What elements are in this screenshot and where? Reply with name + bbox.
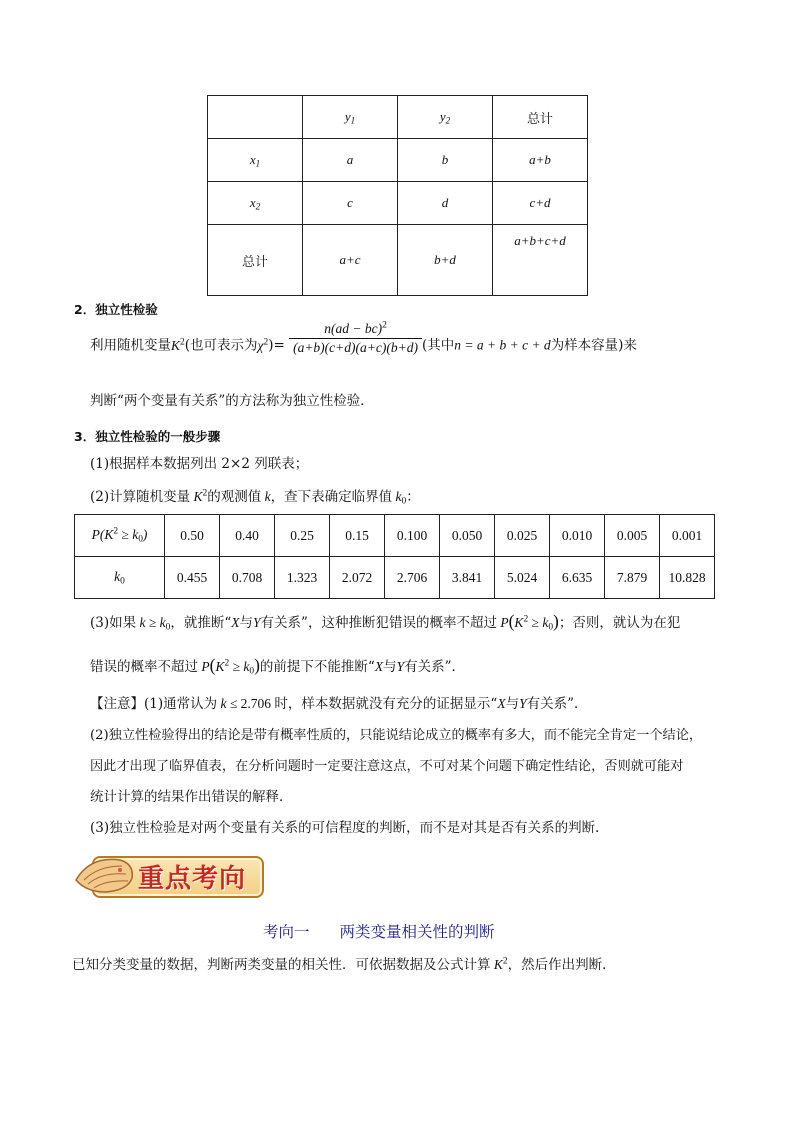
- seashell-icon: [72, 850, 142, 898]
- table-cell: $P(K^2 \ge k_0)$: [75, 515, 165, 557]
- chi-square-fraction: $\frac{n(ad - bc)^2}{(a+b)(c+d)(a+c)(b+d)}$: [289, 322, 422, 354]
- paragraph: 已知分类变量的数据，判断两类变量的相关性．可依据数据及公式计算 $K^2$，然后作出判断．: [72, 956, 616, 973]
- table-cell: 7.879: [605, 557, 660, 599]
- table-row: [208, 182, 588, 225]
- text: 与: [383, 659, 397, 675]
- formula-paragraph: 利用随机变量$K^2$(也可表示为$\chi^2)=$ $\frac{n(ad - bc)^2}{(a+b)(c+d)(a+c)(b+d)}$ (其中n = a + b + c + d为样本容量)来: [90, 320, 637, 355]
- text: 的前提下不能推断“: [259, 659, 375, 675]
- table-cell: 10.828: [660, 557, 715, 599]
- table-cell: $y_1$: [303, 96, 398, 139]
- text: )=: [268, 337, 285, 354]
- paragraph: 判断“两个变量有关系”的方法称为独立性检验．: [90, 393, 374, 409]
- text: 已知分类变量的数据，判断两类变量的相关性．可依据数据及公式计算: [72, 957, 491, 973]
- section-title: [263, 920, 495, 942]
- math-text: n = a + b + c + d: [454, 337, 551, 353]
- step-3-line-2: 错误的概率不超过 $P(K^2 \ge k_0)$的前提下不能推断“X与Y有关系”．: [90, 655, 465, 677]
- section-title-label: 考向一: [263, 923, 310, 941]
- text: (1)根据样本数据列出: [90, 456, 218, 472]
- text: 【注意】(1)通常认为: [90, 696, 218, 712]
- text: 有关系”．: [404, 659, 465, 675]
- table-cell: 2.706: [385, 557, 440, 599]
- text: ，然后作出判断．: [507, 957, 616, 973]
- text: 时，样本数据就没有充分的证据显示“: [274, 696, 498, 712]
- table-cell: a+b: [493, 139, 588, 182]
- note-3: (3)独立性检验是对两个变量有关系的可信程度的判断，而不是对其是否有关系的判断．: [90, 820, 609, 836]
- table-cell: [208, 96, 303, 139]
- key-points-banner: [72, 850, 262, 898]
- table-cell: c: [303, 182, 398, 225]
- text: (也可表示为: [184, 337, 258, 354]
- table-cell: 0.50: [165, 515, 220, 557]
- table-cell: 总计: [208, 225, 303, 296]
- fraction-denominator: (a+b)(c+d)(a+c)(b+d): [293, 339, 418, 355]
- table-cell: b+d: [398, 225, 493, 296]
- table-cell: 0.15: [330, 515, 385, 557]
- table-cell: a+c: [303, 225, 398, 296]
- table-cell: 0.25: [275, 515, 330, 557]
- table-row: [208, 96, 588, 139]
- table-cell: $y_2$: [398, 96, 493, 139]
- table-cell: 0.708: [220, 557, 275, 599]
- table-cell: 0.40: [220, 515, 275, 557]
- table-cell: 2.072: [330, 557, 385, 599]
- table-cell: 5.024: [495, 557, 550, 599]
- step-2: (2)计算随机变量 $K^2$的观测值 k，查下表确定临界值 $k_0$：: [90, 488, 420, 507]
- note-2-line-1: (2)独立性检验得出的结论是带有概率性质的，只能说结论成立的概率有多大，而不能完全肯定一个结论，: [90, 728, 703, 743]
- table-row: [208, 225, 588, 296]
- table-cell: 0.455: [165, 557, 220, 599]
- step-3-line-1: (3)如果 $k \ge k_0$，就推断“X与Y有关系”，这种推断犯错误的概率不超过 $P(K^2 \ge k_0)$；否则，就认为在犯: [90, 611, 681, 633]
- critical-value-table: [74, 514, 715, 599]
- text: (其中: [421, 337, 455, 354]
- text: (2)计算随机变量: [90, 489, 191, 505]
- section-heading: 3．独立性检验的一般步骤: [74, 429, 221, 444]
- text: ，查下表确定临界值: [270, 489, 393, 505]
- text: 列联表；: [254, 456, 309, 472]
- table-row: [208, 139, 588, 182]
- table-cell: 0.001: [660, 515, 715, 557]
- text: 为样本容量)来: [550, 337, 637, 354]
- text: ：: [406, 489, 420, 505]
- table-cell: $x_1$: [208, 139, 303, 182]
- table-cell: 0.025: [495, 515, 550, 557]
- table-cell: b: [398, 139, 493, 182]
- table-cell: $x_2$: [208, 182, 303, 225]
- table-cell: 总计: [493, 96, 588, 139]
- text: 有关系”．: [526, 696, 588, 712]
- table-row: [75, 515, 715, 557]
- text: 与: [505, 696, 520, 712]
- note-2-line-2: 因此才出现了临界值表，在分析问题时一定要注意这点，不可对某个问题下确定性结论，否则就可能对: [90, 759, 684, 774]
- table-cell: 0.005: [605, 515, 660, 557]
- table-cell: a: [303, 139, 398, 182]
- contingency-table: [207, 95, 588, 296]
- text: 与: [239, 615, 254, 631]
- text: (3)如果: [90, 615, 137, 631]
- banner-title: 重点考向: [138, 864, 247, 894]
- text: 有关系”，这种推断犯错误的概率不超过: [260, 615, 497, 631]
- step-1: (1)根据样本数据列出 2×2 列联表；: [90, 456, 309, 472]
- text: 利用随机变量: [90, 337, 171, 354]
- text: 的观测值: [207, 489, 262, 505]
- section-title-text: 两类变量相关性的判断: [339, 923, 495, 941]
- table-cell: c+d: [493, 182, 588, 225]
- table-cell: $k_0$: [75, 557, 165, 599]
- table-cell: 3.841: [440, 557, 495, 599]
- fraction-numerator: n(ad − bc): [324, 321, 383, 336]
- note-1: 【注意】(1)通常认为 k ≤ 2.706 时，样本数据就没有充分的证据显示“X与Y有关系”．: [90, 696, 588, 712]
- table-cell: 0.010: [550, 515, 605, 557]
- note-2-line-3: 统计计算的结果作出错误的解释．: [90, 789, 293, 805]
- table-cell: 0.050: [440, 515, 495, 557]
- text: ，就推断“: [170, 615, 232, 631]
- table-row: [75, 557, 715, 599]
- table-cell: 1.323: [275, 557, 330, 599]
- table-cell: d: [398, 182, 493, 225]
- text: 错误的概率不超过: [90, 659, 198, 675]
- table-cell: 0.100: [385, 515, 440, 557]
- section-heading: 2．独立性检验: [74, 302, 158, 317]
- text: ；否则，就认为在犯: [558, 615, 681, 631]
- table-cell: 6.635: [550, 557, 605, 599]
- table-cell: a+b+c+d: [493, 225, 588, 296]
